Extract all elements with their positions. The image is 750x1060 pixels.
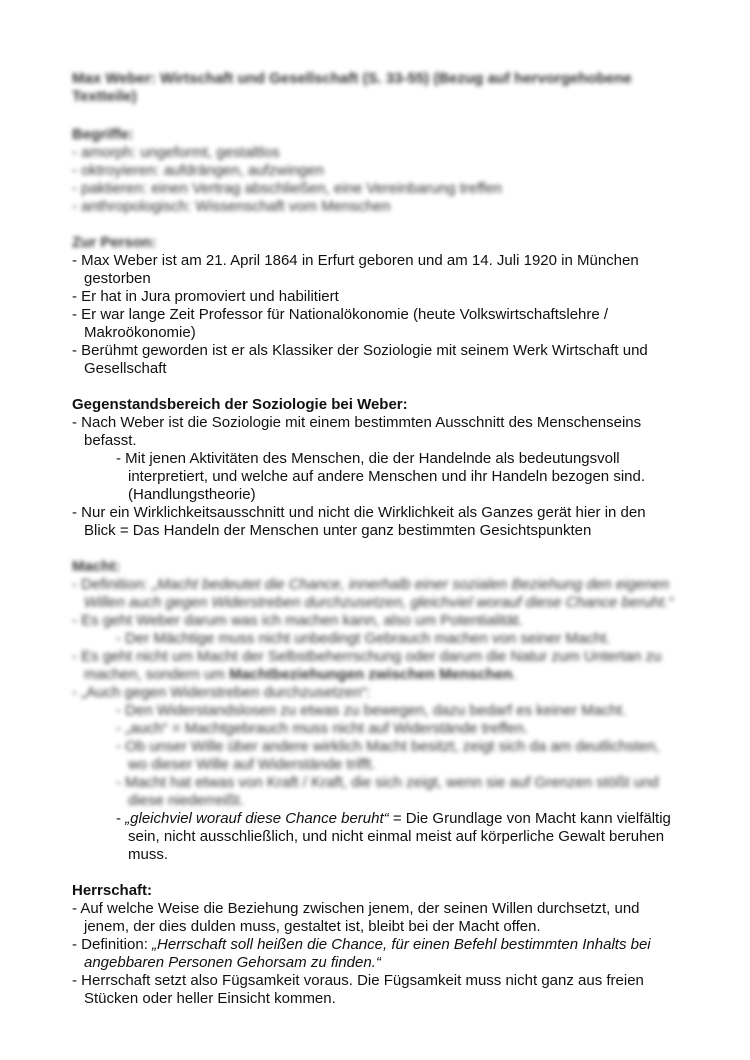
section-herrschaft [72, 882, 678, 1008]
document-title: Max Weber: Wirtschaft und Gesellschaft (S. 33-55) (Bezug auf hervorgehobene Textteile) [72, 70, 632, 105]
list-item: - oktroyieren: aufdrängen, aufzwingen [72, 162, 324, 179]
list-item: - Definition: „Herrschaft soll heißen die Chance, für einen Befehl bestimmten Inhalts bei angebbaren Personen Gehorsam zu finden.“ [72, 936, 651, 971]
list-item: - Auf welche Weise die Beziehung zwischen jenem, der seinen Willen durchsetzt, und jenem, der dies dulden muss, gestaltet ist, bleibt bei der Macht offen. [72, 900, 640, 935]
sub-list-item: - Den Widerstandslosen zu etwas zu bewegen, dazu bedarf es keiner Macht. [116, 702, 627, 719]
section-heading: Macht: [72, 558, 121, 575]
sub-list-item: - Mit jenen Aktivitäten des Menschen, die der Handelnde als bedeutungsvoll interpretiert, und welche auf andere Menschen und ihr Handeln bezogen sind. (Handlungstheorie) [116, 450, 646, 503]
sub-list-item: - „gleichviel worauf diese Chance beruht“ = Die Grundlage von Macht kann vielfältig sein, nicht ausschließlich, und nicht einmal meist auf körperliche Gewalt beruhen muss. [116, 810, 671, 863]
list-item: - Nach Weber ist die Soziologie mit einem bestimmten Ausschnitt des Menschenseins befasst. [72, 414, 642, 449]
section-macht [72, 558, 678, 864]
list-item: - anthropologisch: Wissenschaft vom Menschen [72, 198, 391, 215]
list-item: - Herrschaft setzt also Fügsamkeit voraus. Die Fügsamkeit muss nicht ganz aus freien Stücken oder heller Einsicht kommen. [72, 972, 644, 1007]
list-item: - Berühmt geworden ist er als Klassiker der Soziologie mit seinem Werk Wirtschaft und Gesellschaft [72, 342, 648, 377]
sub-list-item: - Ob unser Wille über andere wirklich Macht besitzt, zeigt sich da am deutlichsten, wo dieser Wille auf Widerstände trifft. [116, 738, 660, 773]
list-item: - Er hat in Jura promoviert und habilitiert [72, 288, 339, 305]
section-begriffe [72, 126, 678, 216]
section-heading: Herrschaft: [72, 882, 153, 899]
section-heading: Begriffe: [72, 126, 134, 143]
list-item: - „Auch gegen Widerstreben durchzusetzen“: [72, 684, 371, 701]
section-person [72, 234, 678, 378]
list-item: - Es geht nicht um Macht der Selbstbeherrschung oder darum die Natur zum Untertan zu machen, sondern um Machtbeziehungen zwischen Menschen. [72, 648, 662, 683]
macht-blurred-block [72, 558, 678, 810]
sub-list-item: - Macht hat etwas von Kraft / Kraft, die sich zeigt, wenn sie auf Grenzen stößt und diese niederreißt. [116, 774, 659, 809]
list-item: - Es geht Weber darum was ich machen kann, also um Potentialität. [72, 612, 523, 629]
sub-list-item: - „auch“ = Machtgebrauch muss nicht auf Widerstände treffen. [116, 720, 529, 737]
list-item: - Definition: „Macht bedeutet die Chance, innerhalb einer sozialen Beziehung den eigenen Willen auch gegen Widerstreben durchzusetzen, gleichviel worauf diese Chance beruht.“ [72, 576, 674, 611]
section-gegenstandsbereich [72, 396, 678, 540]
list-item: - paktieren: einen Vertrag abschließen, eine Vereinbarung treffen [72, 180, 503, 197]
sub-list-item: - Der Mächtige muss nicht unbedingt Gebrauch machen von seiner Macht. [116, 630, 611, 647]
list-item: - Er war lange Zeit Professor für Nationalökonomie (heute Volkswirtschaftslehre / Makroökonomie) [72, 306, 609, 341]
section-heading: Zur Person: [72, 234, 157, 251]
list-item: - Max Weber ist am 21. April 1864 in Erfurt geboren und am 14. Juli 1920 in München gestorben [72, 252, 639, 287]
list-item: - amorph: ungeformt, gestaltlos [72, 144, 280, 161]
list-item: - Nur ein Wirklichkeitsausschnitt und nicht die Wirklichkeit als Ganzes gerät hier in den Blick = Das Handeln der Menschen unter ganz bestimmten Gesichtspunkten [72, 504, 646, 539]
section-heading: Gegenstandsbereich der Soziologie bei Weber: [72, 396, 408, 413]
